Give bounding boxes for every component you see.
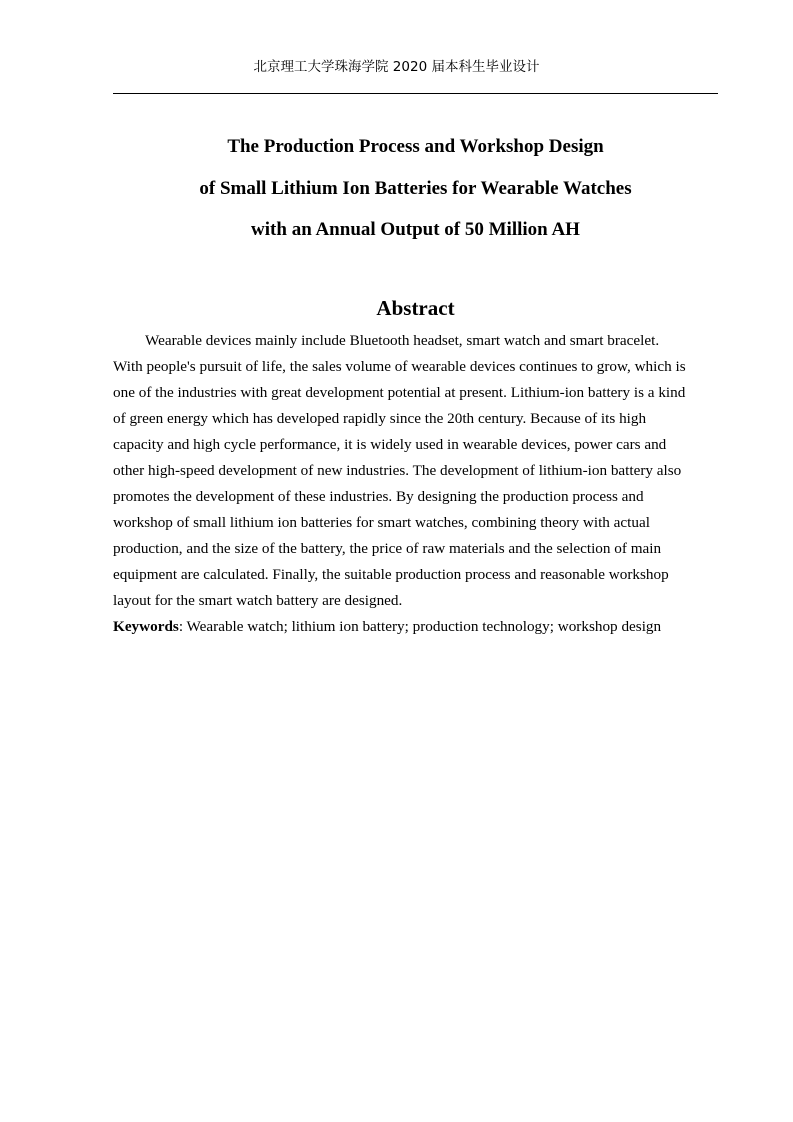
keywords-label: Keywords — [113, 618, 179, 635]
abstract-line: Wearable devices mainly include Bluetooth headset, smart watch and smart bracelet. — [145, 332, 660, 349]
abstract-line: capacity and high cycle performance, it is widely used in wearable devices, power cars and — [113, 436, 667, 453]
header-rule — [113, 93, 718, 94]
abstract-line: workshop of small lithium ion batteries for smart watches, combining theory with actual — [113, 514, 650, 531]
abstract-line: equipment are calculated. Finally, the suitable production process and reasonable workshop — [113, 566, 669, 583]
running-header: 北京理工大学珠海学院 2020 届本科生毕业设计 — [253, 59, 540, 75]
title-line-3: with an Annual Output of 50 Million AH — [251, 219, 580, 240]
keywords-line — [113, 614, 718, 640]
abstract-line: layout for the smart watch battery are designed. — [113, 592, 403, 609]
abstract-line: one of the industries with great development potential at present. Lithium-ion battery is a kind — [113, 384, 686, 401]
abstract-heading: Abstract — [376, 296, 455, 320]
abstract-line: of green energy which has developed rapidly since the 20th century. Because of its high — [113, 410, 647, 427]
keywords-text: : Wearable watch; lithium ion battery; production technology; workshop design — [178, 618, 662, 635]
abstract-line: With people's pursuit of life, the sales volume of wearable devices continues to grow, which is — [113, 358, 686, 375]
thesis-title — [113, 126, 718, 251]
abstract-line: other high-speed development of new industries. The development of lithium-ion battery also — [113, 462, 682, 479]
abstract-body — [113, 328, 718, 640]
title-line-2: of Small Lithium Ion Batteries for Wearable Watches — [199, 177, 632, 199]
abstract-line: production, and the size of the battery, the price of raw materials and the selection of main — [113, 540, 662, 557]
title-line-1: The Production Process and Workshop Design — [227, 136, 604, 157]
abstract-line: promotes the development of these industries. By designing the production process and — [113, 488, 644, 505]
